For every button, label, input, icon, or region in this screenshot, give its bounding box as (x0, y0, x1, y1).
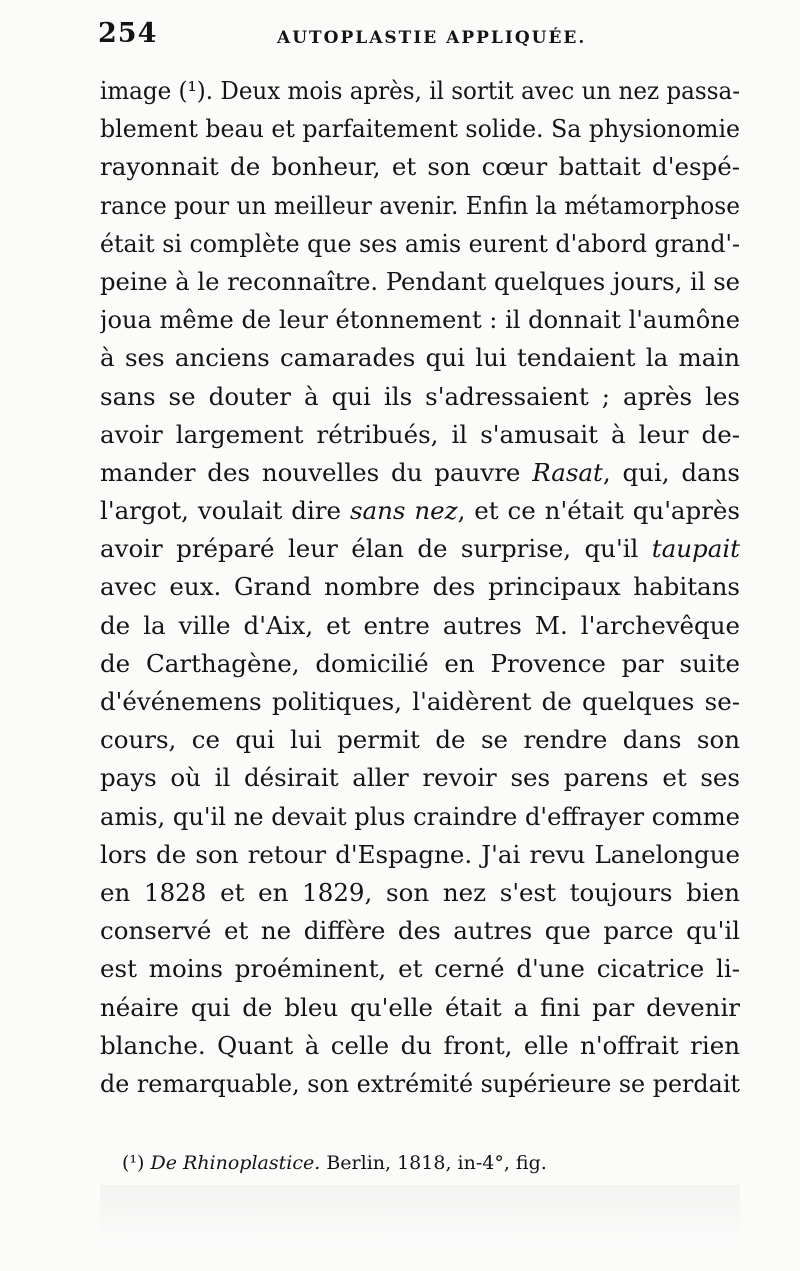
line-text: en 1828 et en 1829, son nez s'est toujours bien (100, 877, 740, 907)
text-line (100, 72, 740, 110)
text-line (100, 759, 740, 797)
text-line (100, 874, 740, 912)
footnote-marker: (¹) (122, 1152, 145, 1174)
line-text: joua même de leur étonnement : il donnait l'aumône (100, 305, 740, 335)
line-text: avec eux. Grand nombre des principaux habitans (100, 572, 740, 602)
line-text-end: , qui, dans (602, 457, 740, 487)
text-line (100, 683, 740, 721)
line-text: rance pour un meilleur avenir. Enfin la métamorphose (100, 190, 740, 220)
text-line (100, 378, 740, 416)
line-text: lors de son retour d'Espagne. J'ai revu Lanelongue (100, 839, 740, 869)
text-line (100, 721, 740, 759)
body-text (100, 72, 740, 1103)
bleed-through-shadow (100, 1185, 740, 1245)
line-text: était si complète que ses amis eurent d'abord grand'- (100, 228, 740, 258)
text-line (100, 301, 740, 339)
line-text: image (¹). Deux mois après, il sortit avec un nez passa- (100, 76, 740, 105)
footnote (122, 1152, 547, 1174)
text-line (100, 454, 740, 492)
text-line (100, 148, 740, 186)
footnote-citation: Berlin, 1818, in-4°, fig. (326, 1152, 547, 1174)
line-text: cours, ce qui lui permit de se rendre dans son (100, 725, 740, 755)
text-line (100, 187, 740, 225)
text-line (100, 110, 740, 148)
line-italic-text: Rasat (532, 457, 603, 487)
text-line (100, 798, 740, 836)
line-text: d'événemens politiques, l'aidèrent de quelques se- (100, 687, 740, 716)
running-title: AUTOPLASTIE APPLIQUÉE. (277, 28, 587, 48)
text-line (100, 645, 740, 683)
text-line (100, 416, 740, 454)
line-text: mander des nouvelles du pauvre (100, 457, 533, 487)
text-line (100, 836, 740, 874)
text-line (100, 950, 740, 988)
footnote-title: De Rhinoplastice. (150, 1152, 321, 1174)
line-italic-text: sans nez (349, 496, 458, 526)
text-line (100, 263, 740, 301)
text-line (100, 1027, 740, 1065)
line-text: de remarquable, son extrémité supérieure se perdait (100, 1068, 740, 1098)
line-text: sans se douter à qui ils s'adressaient ; après les (100, 381, 740, 411)
text-line (100, 1065, 740, 1103)
text-line (100, 492, 740, 530)
text-line (100, 607, 740, 645)
line-text: de Carthagène, domicilié en Provence par suite (100, 648, 740, 678)
line-text: blement beau et parfaitement solide. Sa physionomie (100, 114, 740, 144)
line-text: amis, qu'il ne devait plus craindre d'effrayer comme (100, 801, 740, 831)
line-text: pays où il désirait aller revoir ses parens et ses (100, 763, 740, 793)
line-text: néaire qui de bleu qu'elle était a fini par devenir (100, 992, 740, 1022)
page-number: 254 (98, 18, 158, 49)
line-italic-text: taupait (651, 534, 740, 564)
text-line (100, 339, 740, 377)
line-text: conservé et ne diffère des autres que parce qu'il (100, 916, 740, 946)
line-text-end: , et ce n'était qu'après (457, 496, 740, 526)
text-line (100, 568, 740, 606)
line-text: à ses anciens camarades qui lui tendaient la main (100, 343, 740, 373)
text-line (100, 530, 740, 568)
line-text: de la ville d'Aix, et entre autres M. l'archevêque (100, 610, 740, 640)
text-line (100, 989, 740, 1027)
line-text: rayonnait de bonheur, et son cœur battait d'espé- (100, 152, 740, 182)
line-text: est moins proéminent, et cerné d'une cicatrice li- (100, 954, 740, 984)
line-text: l'argot, voulait dire (100, 496, 350, 526)
line-text: avoir préparé leur élan de surprise, qu'il (100, 534, 652, 564)
text-line (100, 912, 740, 950)
line-text: peine à le reconnaître. Pendant quelques jours, il se (100, 266, 740, 296)
line-text: avoir largement rétribués, il s'amusait à leur de- (100, 419, 740, 449)
text-line (100, 225, 740, 263)
line-text: blanche. Quant à celle du front, elle n'offrait rien (100, 1030, 740, 1060)
